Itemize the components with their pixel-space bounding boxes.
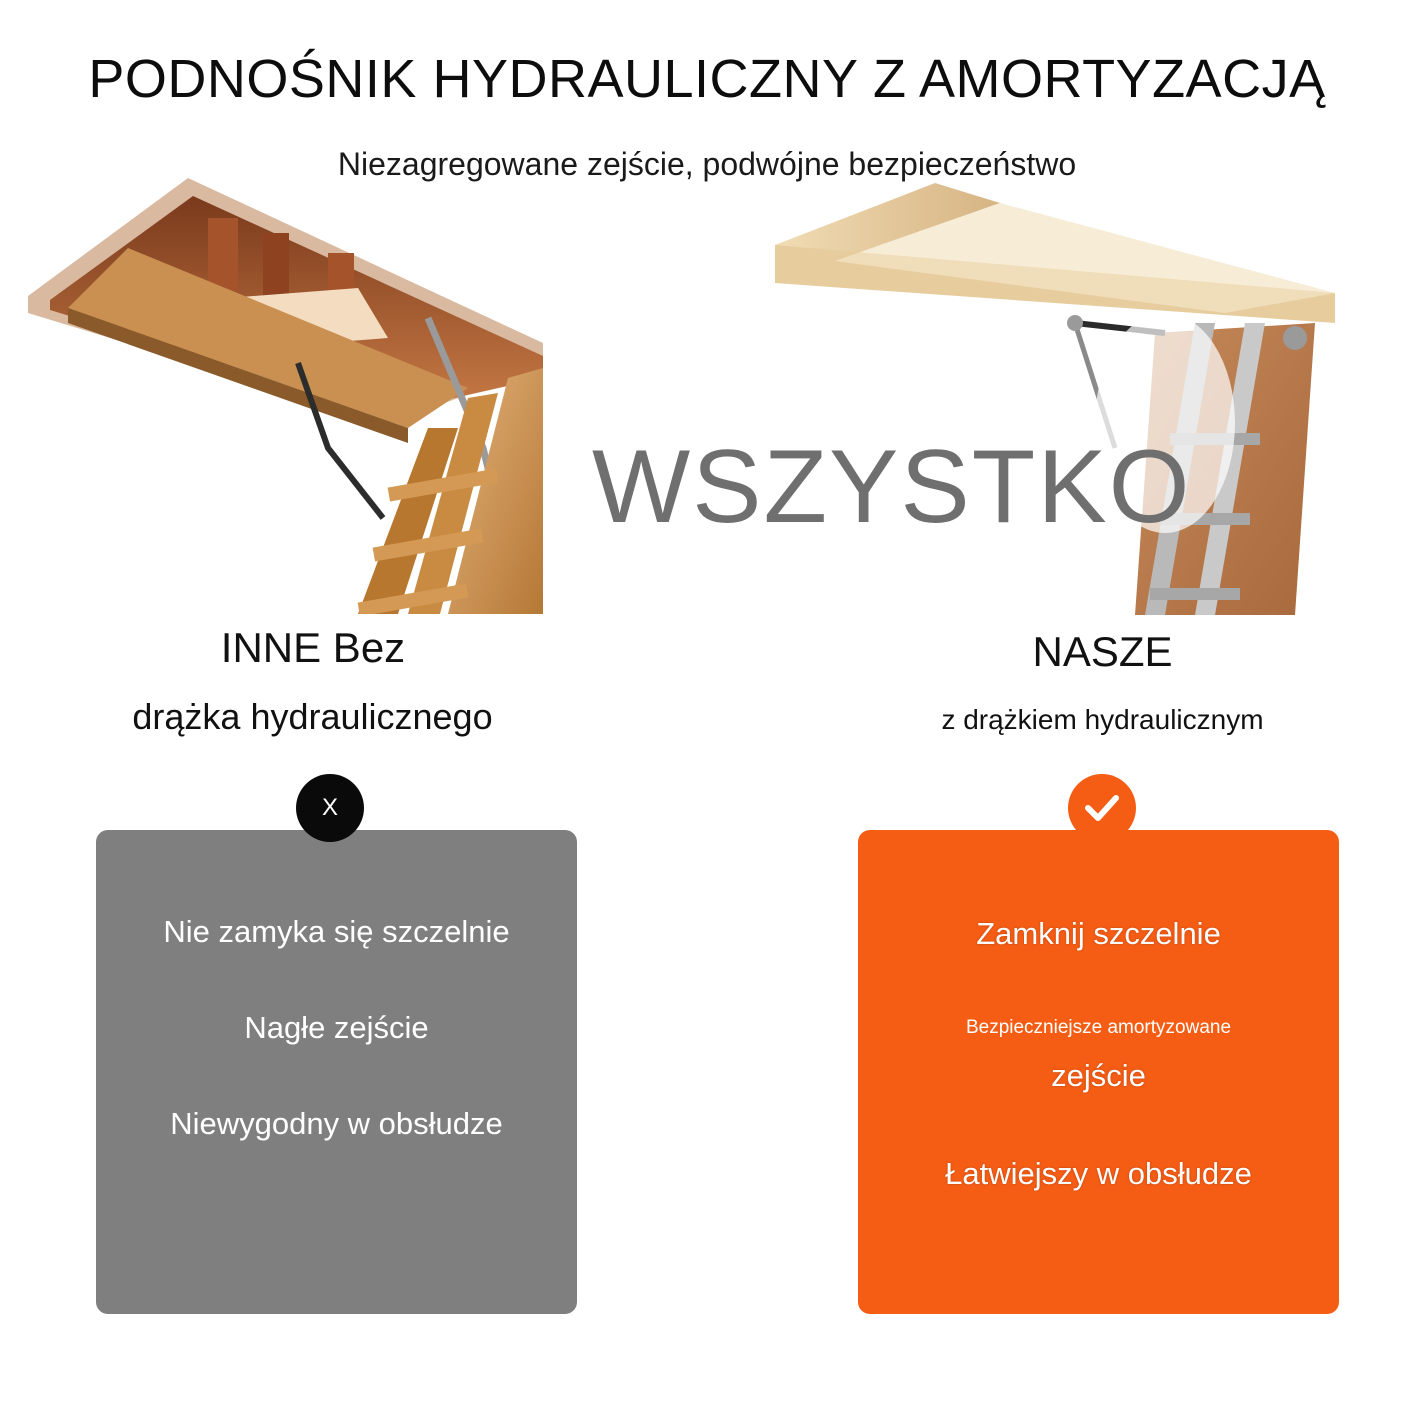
page-title: PODNOŚNIK HYDRAULICZNY Z AMORTYZACJĄ: [88, 49, 1326, 109]
overlay-watermark-text: WSZYSTKO: [592, 429, 1192, 545]
check-icon: [1082, 788, 1122, 828]
disadvantage-item: Nie zamyka się szczelnie: [163, 914, 510, 949]
advantage-item: Zamknij szczelnie: [976, 916, 1221, 951]
attic-ladder-without-rod-image: [28, 178, 543, 614]
right-heading: NASZE: [1032, 628, 1173, 675]
advantages-panel: [858, 830, 1339, 1314]
left-subheading: drążka hydraulicznego: [132, 696, 493, 737]
disadvantages-panel: [96, 830, 577, 1314]
page-subtitle: Niezagregowane zejście, podwójne bezpieczeństwo: [337, 146, 1077, 182]
disadvantage-item: Niewygodny w obsłudze: [170, 1106, 503, 1141]
x-badge: [296, 774, 364, 842]
disadvantage-item: Nagłe zejście: [244, 1010, 429, 1045]
advantage-item: Łatwiejszy w obsłudze: [945, 1156, 1252, 1191]
attic-ladder-with-hydraulic-rod-image: [775, 183, 1335, 615]
left-heading: INNE Bez: [220, 624, 406, 671]
right-subheading: z drążkiem hydraulicznym: [941, 704, 1264, 735]
close-icon: X: [321, 794, 338, 821]
check-badge: [1068, 774, 1136, 842]
advantage-item: Bezpieczniejsze amortyzowane: [965, 1017, 1232, 1038]
advantage-item: zejście: [1051, 1058, 1146, 1093]
